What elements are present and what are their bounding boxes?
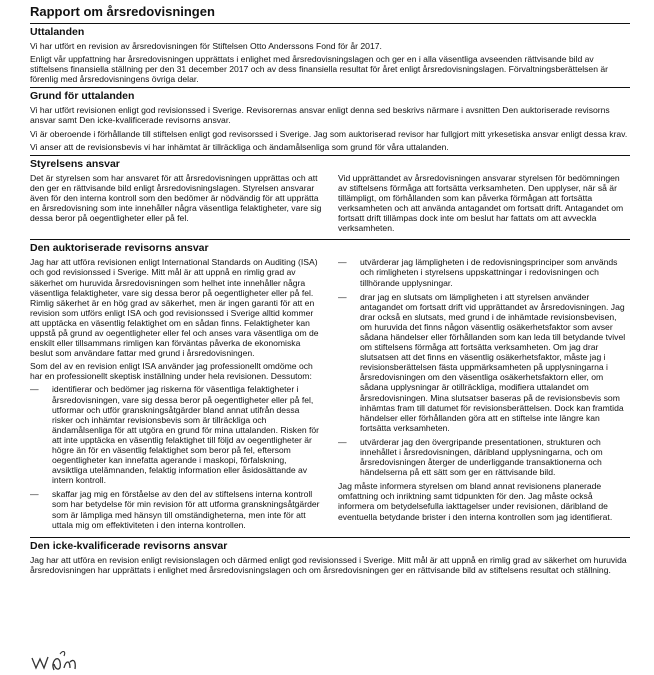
signature-stroke — [32, 657, 48, 668]
paragraph: Som del av en revision enligt ISA använder jag professionellt omdöme och har en professionellt skeptisk inställning under hela revisionen. Dessutom: — [30, 361, 313, 382]
paragraph: Vi har utfört revisionen enligt god revisionssed i Sverige. Revisorernas ansvar enligt denna sed beskrivs närmare i avsnitten Den auktoriserade revisorns ansvar samt Den icke-kvalificerade revisorns ansvar. — [30, 105, 610, 126]
bullet-dash: — — [338, 436, 347, 447]
bullet-dash: — — [30, 489, 39, 500]
paragraph: Det är styrelsen som har ansvaret för att årsredovisningen upprättas och att den ger en rättvisande bild enligt årsredovisningslagen. Styrelsen ansvarar även för den interna kontroll som den bedömer är nödvändig för att upprätta en årsredovisning som inte innehåller några väsentliga felaktigheter, vare sig dessa beror på oegentligheter eller på fel. — [30, 172, 322, 224]
paragraph: Jag måste informera styrelsen om bland annat revisionens planerade omfattning och inriktning samt tidpunkten för den. Jag måste också informera om betydelsefulla iakttagelser under revisionen, däribland de eventuella betydande brister i den interna kontrollen som jag identifierat. — [338, 481, 613, 522]
bullet-dash: — — [30, 384, 39, 395]
bullet-item — [30, 384, 322, 485]
handwritten-initials-signature — [30, 648, 90, 674]
bullet-text: utvärderar jag den övergripande presentationen, strukturen och innehållet i årsredovisningen, däribland upplysningarna, och om årsredovisningen återger de underliggande transaktionerna och händelserna på ett sätt som ger en rättvisande bild. — [360, 436, 603, 478]
signature-stroke — [53, 659, 75, 670]
paragraph: Vi har utfört en revision av årsredovisningen för Stiftelsen Otto Anderssons Fond för år 2017. — [30, 41, 382, 51]
signature-stroke — [60, 652, 65, 656]
paragraph: Jag har att utföra revisionen enligt International Standards on Auditing (ISA) och god revisionssed i Sverige. Mitt mål är att uppnå en rimlig grad av säkerhet om huruvida årsredovisningen som helhet inte innehåller några väsentliga felaktigheter, vare sig dessa beror på oegentligheter eller på fel. Rimlig säkerhet är en hög grad av säkerhet, men är ingen garanti för att en revision som utförs enligt ISA och god revisionssed i Sverige alltid kommer att upptäcka en väsentlig felaktighet om en sådan finns. Felaktigheter kan uppstå på grund av oegentligheter eller fel och anses vara väsentliga om de enskilt eller tillsammans rimligen kan förväntas påverka de ekonomiska beslut som användare fattar med grund i årsredovisningen. — [30, 257, 319, 359]
section-heading-icke: Den icke-kvalificerade revisorns ansvar — [30, 537, 630, 552]
bullet-item — [338, 257, 630, 287]
left-column — [30, 173, 322, 237]
bullet-text: utvärderar jag lämpligheten i de redovisningsprinciper som används och rimligheten i styrelsens uppskattningar i redovisningen och tillhörande upplysningar. — [360, 257, 618, 288]
bullet-item — [338, 437, 630, 477]
paragraph: Vi är oberoende i förhållande till stiftelsen enligt god revisorssed i Sverige. Jag som auktoriserad revisor har fullgjort mitt yrkesetiska ansvar enligt dessa krav. — [30, 128, 628, 139]
bullet-dash: — — [338, 291, 347, 302]
section-heading-uttalanden: Uttalanden — [30, 23, 630, 38]
right-column — [338, 257, 630, 533]
bullet-dash: — — [338, 257, 347, 268]
bullet-text: identifierar och bedömer jag riskerna för väsentliga felaktigheter i årsredovisningen, vare sig dessa beror på oegentligheter eller på fel, utformar och utför granskningsåtgärder bland annat utifrån dessa risker och inhämtar revisionsbevis som är tillräckliga och ändamålsenliga för att utgöra en grund för mina uttalanden. Risken för att inte upptäcka en väsentlig felaktighet till följd av oegentligheter är högre än för en väsentlig felaktighet som beror på fel, eftersom oegentligheter kan innefatta agerande i maskopi, förfalskning, avsiktliga utelämnanden, felaktig information eller åsidosättande av intern kontroll. — [52, 384, 320, 486]
bullet-text: drar jag en slutsats om lämpligheten i att styrelsen använder antagandet om fortsatt drift vid upprättandet av årsredovisningen. Jag drar också en slutsats, med grund i de inhämtade revisionsbevisen, om huruvida det finns någon väsentlig osäkerhetsfaktor som avser sådana händelser eller förhållanden som kan leda till betydande tvivel om stiftelsens förmåga att fortsätta verksamheten. Om jag drar slutsatsen att det finns en väsentlig osäkerhetsfaktor, måste jag i revisionsberättelsen fästa uppmärksamheten på upplysningarna i årsredovisningen om den väsentliga osäkerhetsfaktorn eller, om sådana upplysningar är otillräckliga, modifiera uttalandet om årsredovisningen. Mina slutsatser baseras på de revisionsbevis som inhämtas fram till datumet för revisionsberättelsen. Dock kan framtida händelser eller förhållanden göra att en stiftelse inte längre kan fortsätta verksamheten. — [360, 291, 626, 433]
paragraph: Vid upprättandet av årsredovisningen ansvarar styrelsen för bedömningen av stiftelsens förmåga att fortsätta verksamheten. Den upplyser, när så är tillämpligt, om förhållanden som kan påverka förmågan att fortsätta verksamheten och att använda antagandet om fortsatt drift. Antagandet om fortsatt drift tillämpas dock inte om beslut har fattats om att avveckla verksamheten. — [338, 172, 624, 234]
two-column-block — [30, 173, 630, 237]
paragraph: Enligt vår uppfattning har årsredovisningen upprättats i enlighet med årsredovisningslagen och ger en i alla väsentliga avseenden rättvisande bild av stiftelsens finansiella ställning per den 31 december 2017 och av dess finansiella resultat för året enligt årsredovisningslagen. Förvaltningsberättelsen är förenlig med årsredovisningens övriga delar. — [30, 54, 609, 85]
section-heading-styrelsen: Styrelsens ansvar — [30, 155, 630, 170]
left-column — [30, 257, 322, 533]
bullet-item — [338, 292, 630, 433]
bullet-item — [30, 489, 322, 529]
section-heading-auktoriserade: Den auktoriserade revisorns ansvar — [30, 239, 630, 254]
two-column-block — [30, 257, 630, 533]
bullet-text: skaffar jag mig en förståelse av den del av stiftelsens interna kontroll som har betydelse för min revision för att utforma granskningsåtgärder som är lämpliga med hänsyn till omständigheterna, men inte för att uttala mig om effektiviteten i den interna kontrollen. — [52, 489, 320, 530]
section-heading-grund: Grund för uttalanden — [30, 87, 630, 102]
right-column — [338, 173, 630, 237]
paragraph: Vi anser att de revisionsbevis vi har inhämtat är tillräckliga och ändamålsenliga som grund för våra uttalanden. — [30, 141, 449, 152]
paragraph: Jag har att utföra en revision enligt revisionslagen och därmed enligt god revisionssed i Sverige. Mitt mål är att uppnå en rimlig grad av säkerhet om huruvida årsredovisningen har upprättats i enlighet med årsredovisningslagen och om årsredovisningen ger en rättvisande bild av stiftelsens resultat och ställning. — [30, 554, 627, 575]
page-title: Rapport om årsredovisningen — [30, 4, 215, 19]
